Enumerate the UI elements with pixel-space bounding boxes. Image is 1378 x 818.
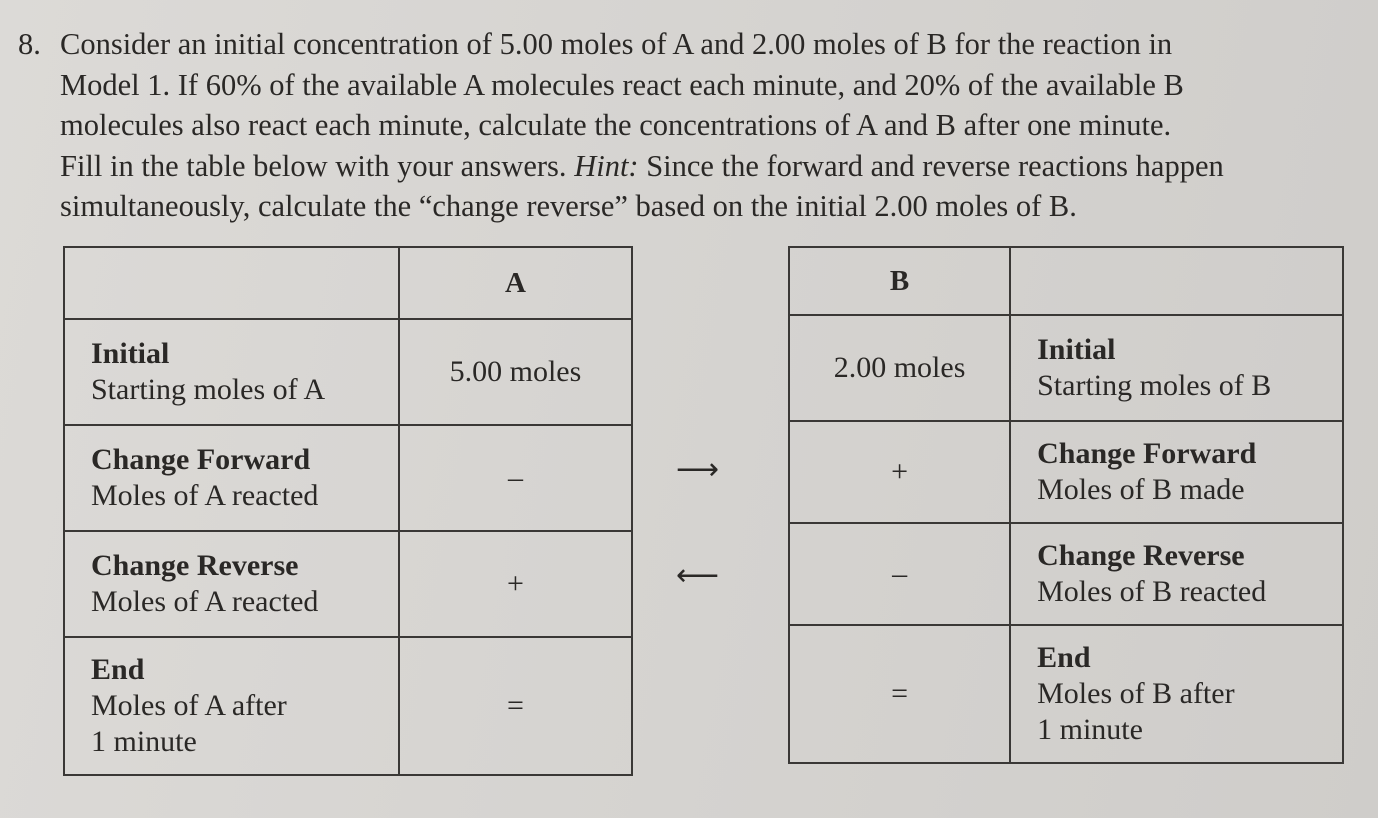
table-a-row-change-forward (64, 425, 632, 531)
row-subtitle-2: 1 minute (1037, 713, 1143, 746)
forward-arrow-icon: ⟶ (676, 452, 720, 487)
table-b-label-initial (1010, 315, 1343, 421)
table-a-label-initial (64, 319, 399, 425)
row-title: Change Reverse (1037, 539, 1245, 572)
row-subtitle: Moles of B reacted (1037, 575, 1267, 608)
table-b-row-change-reverse (789, 523, 1343, 625)
question-line-3: molecules also react each minute, calculate the concentrations of A and B after one minute. (60, 108, 1172, 142)
hint-label: Hint: (574, 148, 639, 183)
question-8 (18, 24, 1358, 227)
row-subtitle: Starting moles of B (1037, 369, 1272, 402)
table-a-header-blank (64, 247, 399, 319)
question-line-5: simultaneously, calculate the “change reverse” based on the initial 2.00 moles of B. (60, 189, 1077, 223)
question-number: 8. (18, 27, 41, 61)
row-subtitle: Moles of A after (91, 689, 287, 722)
table-b-label-change-reverse (1010, 523, 1343, 625)
table-a-row-initial (64, 319, 632, 425)
row-title: Change Forward (91, 443, 311, 476)
table-b-row-end (789, 625, 1343, 763)
question-line-1: Consider an initial concentration of 5.00 moles of A and 2.00 moles of B for the reaction in (60, 27, 1173, 61)
row-subtitle: Moles of A reacted (91, 585, 319, 618)
table-b-value-initial: 2.00 moles (789, 315, 1010, 421)
table-a-label-change-reverse (64, 531, 399, 637)
hint-text: Since the forward and reverse reactions happen (638, 148, 1224, 183)
table-b-row-initial (789, 315, 1343, 421)
table-a-row-change-reverse (64, 531, 632, 637)
row-subtitle: Moles of A reacted (91, 479, 319, 512)
table-b (788, 246, 1344, 764)
table-a-header-row (64, 247, 632, 319)
table-a-value-change-reverse[interactable]: + (399, 531, 632, 637)
question-line-4-text: Fill in the table below with your answers. (60, 148, 575, 183)
table-b-value-end[interactable]: = (789, 625, 1010, 763)
table-a (63, 246, 633, 776)
table-b-label-end (1010, 625, 1343, 763)
table-b-header-blank (1010, 247, 1343, 315)
table-a-value-change-forward[interactable]: – (399, 425, 632, 531)
row-title: Initial (91, 337, 170, 370)
table-b-label-change-forward (1010, 421, 1343, 523)
table-a-value-end[interactable]: = (399, 637, 632, 775)
row-title: End (1037, 641, 1091, 674)
table-b-row-change-forward (789, 421, 1343, 523)
question-line-4 (60, 146, 1358, 187)
table-b-value-change-reverse[interactable]: – (789, 523, 1010, 625)
reverse-arrow-icon: ⟵ (676, 558, 720, 593)
table-a-header: A (399, 247, 632, 319)
table-b-value-change-forward[interactable]: + (789, 421, 1010, 523)
row-subtitle: Moles of B after (1037, 677, 1235, 710)
row-subtitle: Moles of B made (1037, 473, 1245, 506)
table-b-header: B (789, 247, 1010, 315)
row-title: Initial (1037, 333, 1116, 366)
question-line-2: Model 1. If 60% of the available A molecules react each minute, and 20% of the available B (60, 67, 1184, 102)
table-a-label-change-forward (64, 425, 399, 531)
table-b-header-row (789, 247, 1343, 315)
table-a-value-initial: 5.00 moles (399, 319, 632, 425)
row-title: Change Forward (1037, 437, 1257, 470)
row-subtitle: Starting moles of A (91, 373, 326, 406)
row-subtitle-2: 1 minute (91, 725, 197, 758)
row-title: End (91, 653, 145, 686)
row-title: Change Reverse (91, 549, 299, 582)
table-a-label-end (64, 637, 399, 775)
table-a-row-end (64, 637, 632, 775)
